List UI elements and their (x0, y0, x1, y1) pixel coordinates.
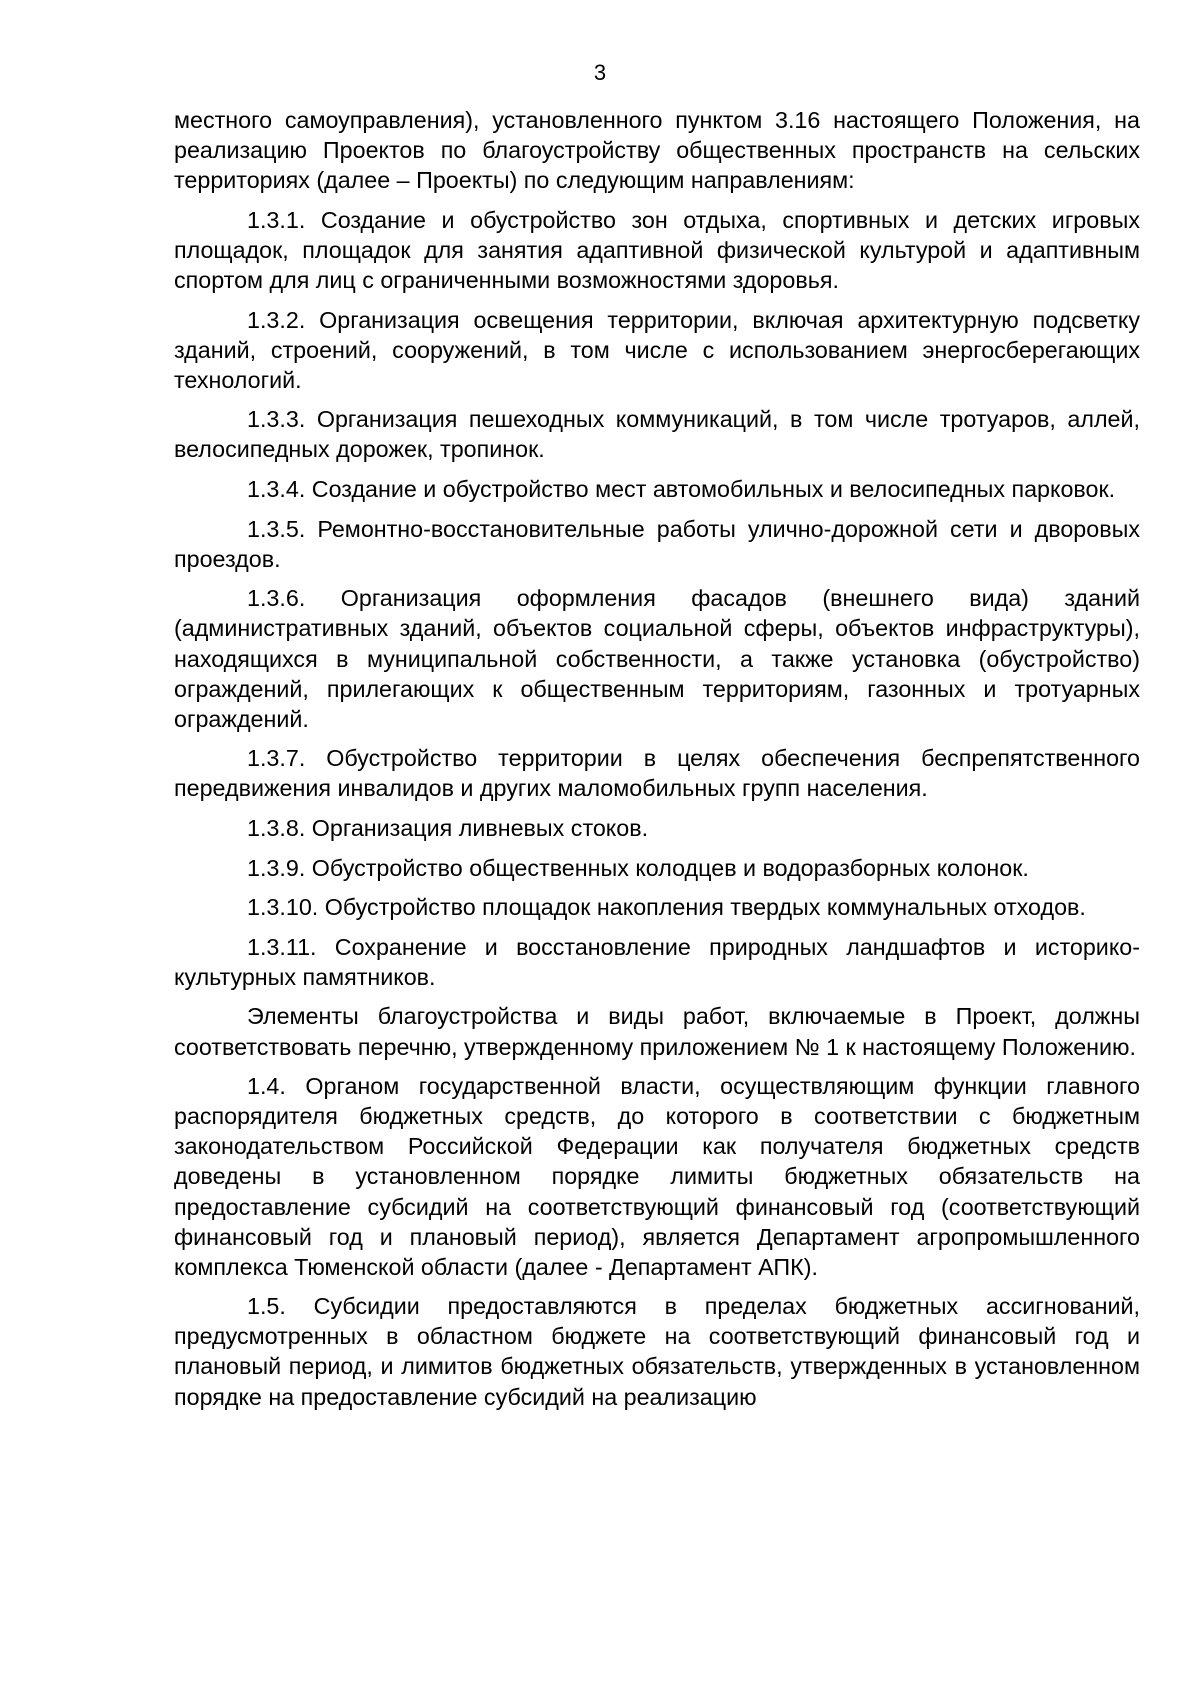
paragraph-1-3-8: 1.3.8. Организация ливневых стоков. (247, 814, 649, 841)
paragraph-1-3-4: 1.3.4. Создание и обустройство мест автомобильных и велосипедных парковок. (247, 476, 1116, 503)
paragraph-1-3-9: 1.3.9. Обустройство общественных колодцев и водоразборных колонок. (247, 854, 1029, 881)
paragraph-1-3-3: 1.3.3. Организация пешеходных коммуникаций, в том числе тротуаров, аллей, велосипедных дорожек, тропинок. (174, 406, 1140, 463)
paragraph-1-5: 1.5. Субсидии предоставляются в пределах бюджетных ассигнований, предусмотренных в областном бюджете на соответствующий финансовый год и плановый период, и лимитов бюджетных обязательств, утвержденных в установленном порядке на предоставление субсидий на реализацию (174, 1293, 1140, 1410)
paragraph-1-3-2: 1.3.2. Организация освещения территории, включая архитектурную подсветку зданий, строений, сооружений, в том числе с использованием энергосберегающих технологий. (174, 306, 1140, 393)
paragraph-1-3-10: 1.3.10. Обустройство площадок накопления твердых коммунальных отходов. (247, 894, 1086, 921)
paragraph-1-3-7: 1.3.7. Обустройство территории в целях обеспечения беспрепятственного передвижения инвалидов и других маломобильных групп населения. (174, 745, 1140, 802)
page-number: 3 (593, 60, 607, 85)
paragraph-elements: Элементы благоустройства и виды работ, включаемые в Проект, должны соответствовать перечню, утвержденному приложением № 1 к настоящему Положению. (174, 1003, 1140, 1060)
paragraph-1-3-1: 1.3.1. Создание и обустройство зон отдыха, спортивных и детских игровых площадок, площадок для занятия адаптивной физической культурой и адаптивным спортом для лиц с ограниченными возможностями здоровья. (174, 206, 1140, 293)
paragraph-1-3-5: 1.3.5. Ремонтно-восстановительные работы улично-дорожной сети и дворовых проездов. (174, 515, 1140, 572)
paragraph-continuation: местного самоуправления), установленного пунктом 3.16 настоящего Положения, на реализацию Проектов по благоустройству общественных пространств на сельских территориях (далее – Проекты) по следующим направлениям: (174, 107, 1140, 194)
paragraph-1-3-6: 1.3.6. Организация оформления фасадов (внешнего вида) зданий (административных зданий, объектов социальной сферы, объектов инфраструктуры), находящихся в муниципальной собственности, а также установка (обустройство) ограждений, прилегающих к общественным территориям, газонных и тротуарных ограждений. (174, 585, 1140, 732)
paragraph-1-3-11: 1.3.11. Сохранение и восстановление природных ландшафтов и историко-культурных памятников. (174, 933, 1140, 990)
document-body (174, 105, 1140, 1421)
paragraph-1-4: 1.4. Органом государственной власти, осуществляющим функции главного распорядителя бюджетных средств, до которого в соответствии с бюджетным законодательством Российской Федерации как получателя бюджетных средств доведены в установленном порядке лимиты бюджетных обязательств на предоставление субсидий на соответствующий финансовый год (соответствующий финансовый год и плановый период), является Департамент агропромышленного комплекса Тюменской области (далее - Департамент АПК). (174, 1073, 1140, 1280)
